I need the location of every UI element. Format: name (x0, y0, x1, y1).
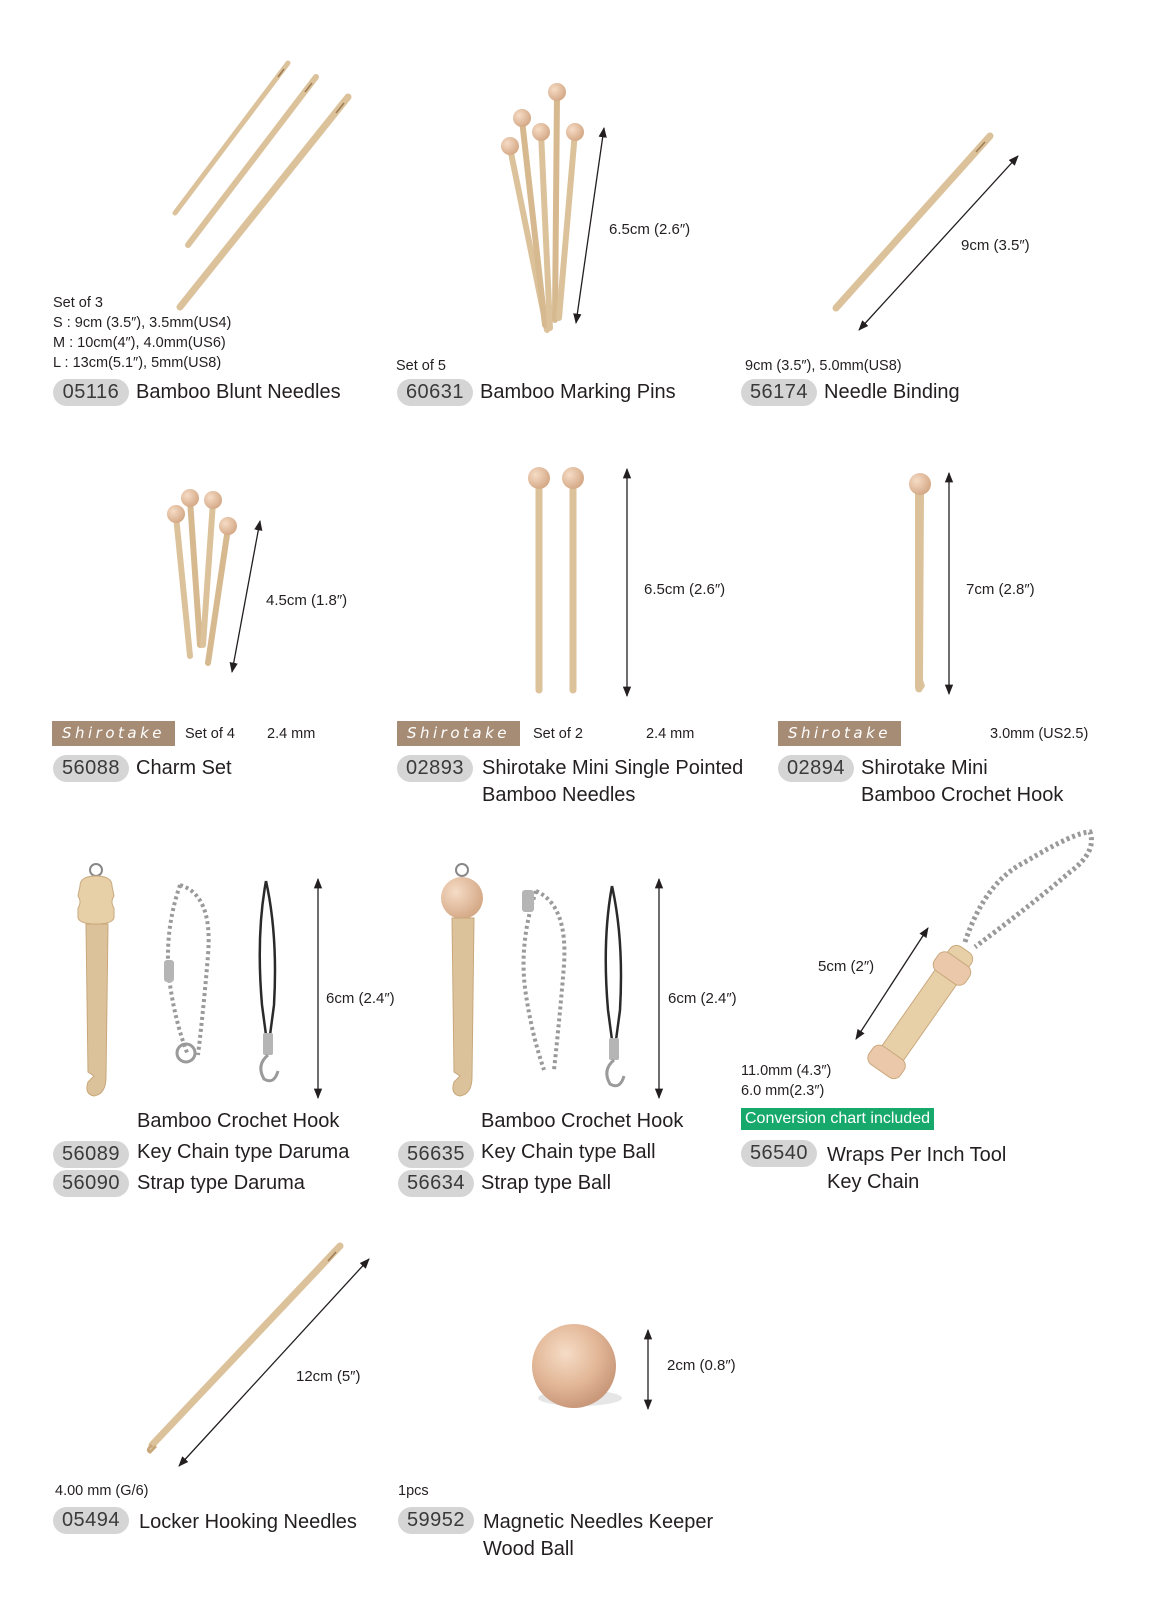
dimension-arrow (312, 877, 326, 1101)
dimension-arrow (852, 925, 932, 1043)
product-name: Needle Binding (824, 381, 960, 403)
product-name-line: Wraps Per Inch Tool (827, 1144, 1007, 1166)
blunt-needles-illustration (160, 55, 360, 315)
product-code-badge: 56088 (53, 755, 129, 782)
product-name-line: Wood Ball (483, 1538, 574, 1560)
brand-label: Shirotake (52, 721, 175, 746)
product-name: Strap type Ball (481, 1172, 612, 1194)
needle-size: 2.4 mm (267, 726, 316, 742)
ball-chain-illustration (158, 875, 228, 1070)
product-code-badge: 59952 (398, 1507, 474, 1534)
product-name-line: Shirotake Mini (861, 757, 988, 779)
brand-label: Shirotake (397, 721, 520, 746)
set-count: Set of 4 (185, 726, 235, 742)
daruma-crochet-hook-illustration (66, 862, 130, 1102)
ball-crochet-hook-illustration (432, 862, 496, 1102)
strap-illustration (598, 880, 638, 1090)
product-code-badge: 05494 (53, 1507, 129, 1534)
mini-crochet-hook-illustration (903, 466, 937, 698)
spec-line: 4.00 mm (G/6) (55, 1483, 149, 1499)
mini-needles-illustration (520, 462, 590, 697)
dimension-label: 6cm (2.4″) (668, 990, 737, 1007)
brand-label: Shirotake (778, 721, 901, 746)
spec-line: M : 10cm(4″), 4.0mm(US6) (53, 335, 226, 351)
dimension-arrow (943, 471, 957, 697)
dimension-arrow (621, 467, 635, 699)
spec-line: 11.0mm (4.3″) (741, 1063, 832, 1079)
spec-line: Set of 5 (396, 358, 446, 374)
dimension-label: 4.5cm (1.8″) (266, 592, 348, 609)
dimension-label: 6.5cm (2.6″) (644, 581, 726, 598)
product-code-badge: 56090 (53, 1170, 129, 1197)
product-name: Key Chain type Ball (481, 1141, 656, 1163)
spec-line: 9cm (3.5″), 5.0mm(US8) (745, 358, 902, 374)
product-code-badge: 60631 (397, 379, 473, 406)
product-name: Charm Set (136, 757, 232, 779)
dimension-label: 6cm (2.4″) (326, 990, 395, 1007)
product-name: Strap type Daruma (137, 1172, 305, 1194)
product-code-badge: 56174 (741, 379, 817, 406)
dimension-arrow (653, 877, 667, 1101)
conversion-chart-note: Conversion chart included (741, 1108, 934, 1130)
product-name: Bamboo Marking Pins (480, 381, 676, 403)
product-code-badge: 05116 (53, 379, 129, 406)
spec-line: L : 13cm(5.1″), 5mm(US8) (53, 355, 222, 371)
spec-line: S : 9cm (3.5″), 3.5mm(US4) (53, 315, 232, 331)
dimension-arrow (642, 1328, 656, 1412)
needle-size: 3.0mm (US2.5) (990, 726, 1089, 742)
spec-line: Set of 3 (53, 295, 103, 311)
product-name: Bamboo Blunt Needles (136, 381, 341, 403)
product-heading: Bamboo Crochet Hook (137, 1110, 340, 1132)
dimension-arrow (175, 1255, 373, 1470)
product-name-line: Bamboo Needles (482, 784, 636, 806)
product-name: Key Chain type Daruma (137, 1141, 350, 1163)
spec-line: 1pcs (398, 1483, 429, 1499)
dimension-arrow (570, 125, 610, 330)
dimension-label: 9cm (3.5″) (961, 237, 1030, 254)
dimension-label: 2cm (0.8″) (667, 1357, 736, 1374)
product-code-badge: 56540 (741, 1140, 817, 1167)
strap-illustration (252, 875, 292, 1087)
product-code-badge: 56089 (53, 1141, 129, 1168)
product-name-line: Shirotake Mini Single Pointed (482, 757, 744, 779)
dimension-label: 5cm (2″) (818, 958, 875, 975)
product-code-badge: 56635 (398, 1141, 474, 1168)
product-name-line: Bamboo Crochet Hook (861, 784, 1064, 806)
product-code-badge: 02893 (397, 755, 473, 782)
product-name-line: Magnetic Needles Keeper (483, 1511, 714, 1533)
product-heading: Bamboo Crochet Hook (481, 1110, 684, 1132)
dimension-label: 7cm (2.8″) (966, 581, 1035, 598)
needle-size: 2.4 mm (646, 726, 695, 742)
product-name: Locker Hooking Needles (139, 1511, 357, 1533)
product-code-badge: 56634 (398, 1170, 474, 1197)
spec-line: 6.0 mm(2.3″) (741, 1083, 825, 1099)
product-code-badge: 02894 (778, 755, 854, 782)
ball-chain-illustration (512, 875, 582, 1085)
dimension-label: 6.5cm (2.6″) (609, 221, 691, 238)
product-name-line: Key Chain (827, 1171, 920, 1193)
set-count: Set of 2 (533, 726, 583, 742)
dimension-label: 12cm (5″) (296, 1368, 361, 1385)
dimension-arrow (228, 518, 264, 676)
wood-ball-illustration (520, 1318, 630, 1418)
